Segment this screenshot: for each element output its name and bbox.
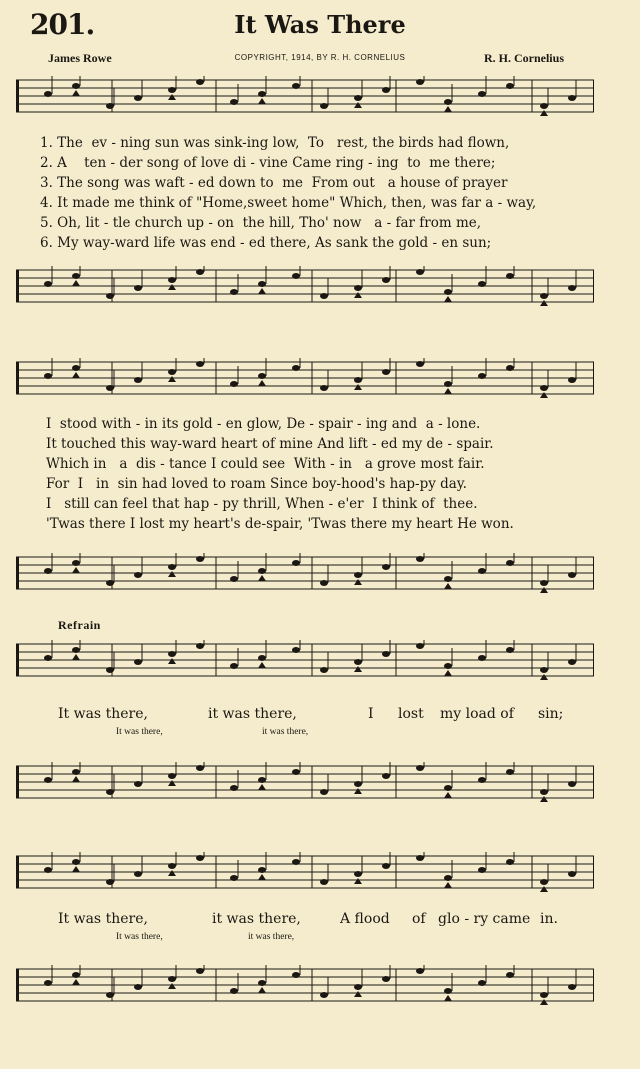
- verse-line: For I in sin had loved to roam Since boy-hood's hap-py day.: [46, 476, 467, 492]
- verse-line: Which in a dis - tance I could see With - in a grove most fair.: [46, 456, 485, 472]
- bass-staff-system-1: [16, 266, 594, 306]
- refrain-lyric: sin;: [538, 706, 564, 722]
- refrain-lyric: my load of: [440, 706, 514, 722]
- hymn-title: It Was There: [234, 10, 406, 39]
- author-credit: James Rowe: [48, 51, 112, 65]
- refrain-lyric: glo - ry came: [438, 911, 531, 927]
- bass-staff-refrain-2: [16, 965, 594, 1005]
- bass-staff-system-2: [16, 553, 594, 593]
- verse-line: 4. It made me think of "Home,sweet home" Which, then, was far a - way,: [40, 195, 537, 211]
- treble-staff-refrain-1: [16, 640, 594, 680]
- refrain-lyric: I: [368, 706, 374, 722]
- copyright-notice: COPYRIGHT, 1914, BY R. H. CORNELIUS: [234, 53, 406, 62]
- verse-line: 3. The song was waft - ed down to me From out a house of prayer: [40, 175, 508, 191]
- verse-line: I still can feel that hap - py thrill, When - e'er I think of thee.: [46, 496, 478, 512]
- composer-credit: R. H. Cornelius: [483, 51, 564, 65]
- verse-line: 1. The ev - ning sun was sink-ing low, To rest, the birds had flown,: [40, 135, 510, 151]
- hymn-number: 201.: [30, 8, 95, 41]
- verse-line: 6. My way-ward life was end - ed there, As sank the gold - en sun;: [40, 235, 492, 251]
- refrain-echo-lyric: it was there,: [262, 727, 309, 737]
- verse-line: 'Twas there I lost my heart's de-spair, 'Twas there my heart He won.: [46, 516, 514, 532]
- refrain-echo-lyric: It was there,: [116, 727, 163, 737]
- refrain-lyric: It was there,: [58, 911, 148, 927]
- refrain-echo-lyric: It was there,: [116, 932, 163, 942]
- refrain-lyric: it was there,: [208, 706, 297, 722]
- verse-line: I stood with - in its gold - en glow, De - spair - ing and a - lone.: [46, 416, 481, 432]
- refrain-lyric: It was there,: [58, 706, 148, 722]
- refrain-lyric: A flood: [340, 911, 390, 927]
- refrain-lyric: it was there,: [212, 911, 301, 927]
- refrain-lyric: lost: [398, 706, 424, 722]
- treble-staff-system-2: [16, 358, 594, 398]
- refrain-lyric: of: [412, 911, 426, 927]
- treble-staff-system-1: [16, 76, 594, 116]
- treble-staff-refrain-2: [16, 852, 594, 892]
- refrain-echo-lyric: it was there,: [248, 932, 295, 942]
- verse-line: It touched this way-ward heart of mine And lift - ed my de - spair.: [46, 436, 494, 452]
- verse-line: 2. A ten - der song of love di - vine Came ring - ing to me there;: [40, 155, 496, 171]
- bass-staff-refrain-1: [16, 762, 594, 802]
- refrain-label: Refrain: [58, 618, 101, 632]
- verse-line: 5. Oh, lit - tle church up - on the hill, Tho' now a - far from me,: [40, 215, 482, 231]
- refrain-lyric: in.: [540, 911, 558, 927]
